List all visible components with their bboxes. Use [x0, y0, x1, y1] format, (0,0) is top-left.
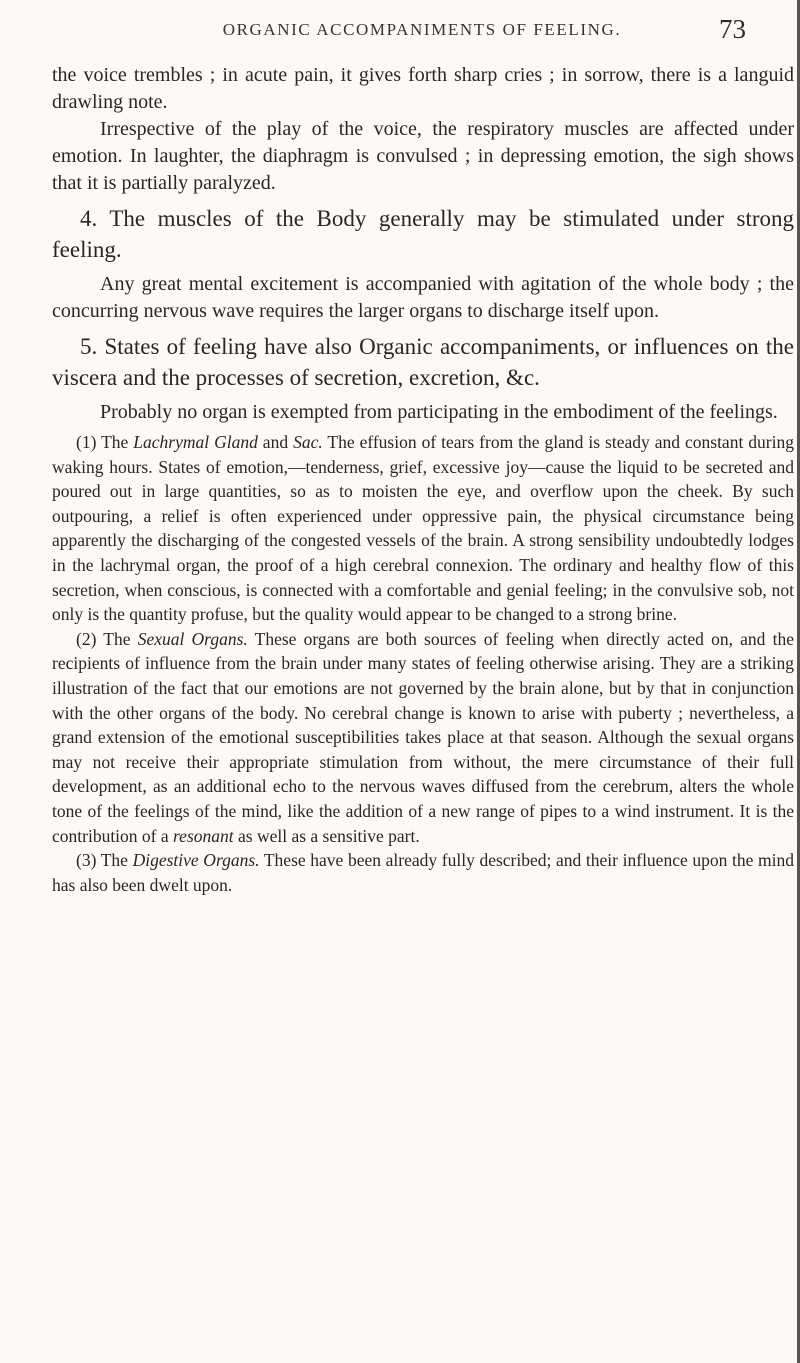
running-title: ORGANIC ACCOMPANIMENTS OF FEELING.: [222, 20, 622, 39]
page-number: 73: [719, 14, 746, 44]
item-number: (3) The: [76, 850, 133, 871]
paragraph-embodiment: Probably no organ is exempted from participating in the embodiment of the feelings.: [100, 401, 778, 423]
item-sexual: [52, 627, 794, 848]
paragraph-respiratory: Irrespective of the play of the voice, the respiratory muscles are affected under emotion. In laughter, the diaphragm is convulsed ; in depressing emotion, the sigh shows that it is partially paralyzed.: [52, 118, 794, 194]
item-lachrymal: [52, 430, 794, 627]
body-text: [52, 62, 794, 897]
item-text: The effusion of tears from the gland is steady and constant during waking hours. States of emotion,—tenderness, grief, excessive joy—cause the liquid to be secreted and poured out in large quantities, so as to moisten the eye, and overflow upon the cheek. By such outpouring, a relief is often experienced under oppressive pain, the physical circumstance being apparently the discharging of the congested vessels of the brain. A strong sensibility undoubtedly lodges in the lachrymal organ, the proof of a high cerebral connexion. The ordinary and healthy flow of this secretion, when conscious, is connected with a comfortable and genial feeling; in the convulsive sob, not only is the quantity profuse, but the quality would appear to be changed to a strong brine.: [52, 432, 794, 625]
item-text: These organs are both sources of feeling when directly acted on, and the recipients of influence from the brain under many states of feeling otherwise arising. They are a striking illustration of the fact that our emotions are not governed by the brain alone, but by that in conjunction with the other organs of the body. No cerebral change is known to arise with puberty ; nevertheless, a grand extension of the emotional susceptibilities takes place at that season. Although the sexual organs may not receive their appropriate stimulation from without, the mere circumstance of their full development, as an additional echo to the nervous waves diffused from the cerebrum, alters the whole tone of the feelings of the mind, like the addition of a new range of pipes to a wind instrument. It is the contribution of a: [52, 628, 794, 846]
item-emphasis: resonant: [173, 825, 234, 846]
section-heading-muscles: 4. The muscles of the Body generally may be stimulated under strong feeling.: [52, 206, 794, 262]
paragraph-voice: the voice trembles ; in acute pain, it gives forth sharp cries ; in sorrow, there is a languid drawling note.: [52, 64, 794, 113]
item-number: (2) The: [76, 628, 138, 649]
item-title: Sexual Organs.: [137, 628, 248, 649]
item-text-tail: as well as a sensitive part.: [233, 825, 420, 846]
running-head: [98, 12, 746, 52]
item-title: Lachrymal Gland: [133, 432, 258, 452]
item-conjunction: and: [257, 432, 294, 452]
item-text: These have been already fully described; and their influence upon the mind has also been dwelt upon.: [52, 850, 794, 895]
item-title: Digestive Organs.: [132, 850, 260, 871]
item-digestive: [52, 848, 794, 897]
paragraph-agitation: Any great mental excitement is accompanied with agitation of the whole body ; the concurring nervous wave requires the larger organs to discharge itself upon.: [52, 273, 794, 322]
item-title-secondary: Sac.: [293, 432, 323, 452]
item-number: (1) The: [76, 432, 134, 452]
section-heading-organic: 5. States of feeling have also Organic accompaniments, or influences on the viscera and the processes of secretion, excretion, &c.: [52, 334, 794, 390]
